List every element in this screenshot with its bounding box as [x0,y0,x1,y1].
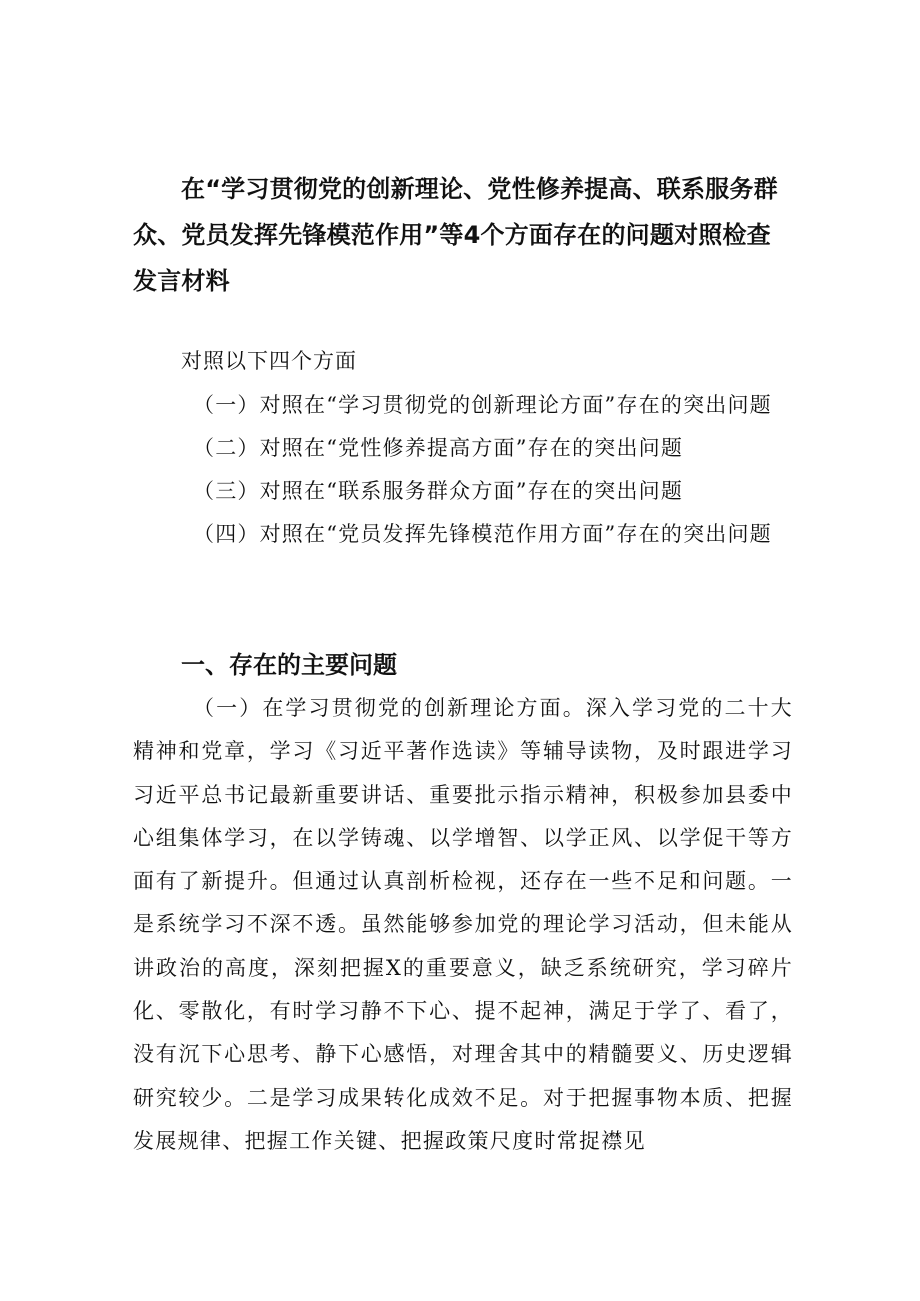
document-title: 在“学习贯彻党的创新理论、党性修养提高、联系服务群众、党员发挥先锋模范作用”等4个方面存在的问题对照检查发言材料 [133,175,778,295]
intro-line: 对照以下四个方面 [181,349,357,373]
section-heading: 一、存在的主要问题 [181,651,397,679]
aspect-list [133,384,793,556]
aspect-item: （二）对照在“党性修养提高方面”存在的突出问题 [193,436,684,460]
aspect-item: （三）对照在“联系服务群众方面”存在的突出问题 [193,479,684,503]
body-paragraph: （一）在学习贯彻党的创新理论方面。深入学习党的二十大精神和党章，学习《习近平著作选读》等辅导读物，及时跟进学习习近平总书记最新重要讲话、重要批示指示精神，积极参加县委中心组集体学习，在以学铸魂、以学增智、以学正风、以学促干等方面有了新提升。但通过认真剖析检视，还存在一些不足和问题。一是系统学习不深不透。虽然能够参加党的理论学习活动，但未能从讲政治的高度，深刻把握X的重要意义，缺乏系统研究，学习碎片化、零散化，有时学习静不下心、提不起神，满足于学了、看了，没有沉下心思考、静下心感悟，对理舍其中的精髓要义、历史逻辑研究较少。二是学习成果转化成效不足。对于把握事物本质、把握发展规律、把握工作关键、把握政策尺度时常捉襟见 [133,696,793,1153]
aspect-item: （四）对照在“党员发挥先锋模范作用方面”存在的突出问题 [193,522,772,546]
aspect-item: （一）对照在“学习贯彻党的创新理论方面”存在的突出问题 [193,393,772,417]
